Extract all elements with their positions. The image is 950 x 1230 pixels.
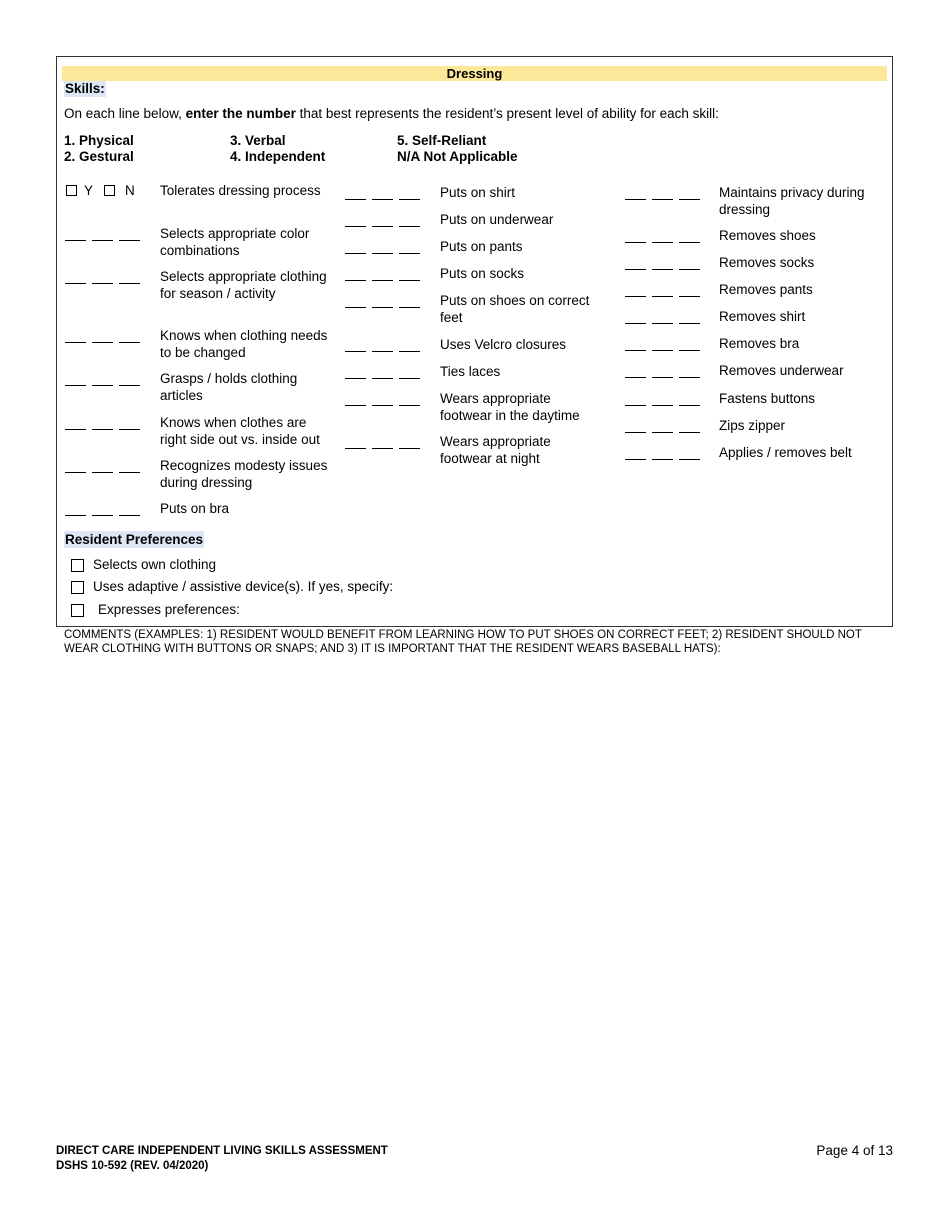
skill-label: Puts on pants bbox=[440, 239, 523, 254]
score-blank[interactable] bbox=[345, 195, 421, 201]
skill-label: Selects appropriate clothing for season / activity bbox=[160, 269, 327, 301]
score-blank[interactable] bbox=[625, 346, 701, 352]
preference-label: Expresses preferences: bbox=[98, 602, 240, 617]
legend-independent: 4. Independent bbox=[230, 149, 326, 164]
skill-label: Removes bra bbox=[719, 336, 800, 351]
footer-form-info bbox=[56, 1144, 388, 1174]
skill-label: Tolerates dressing process bbox=[160, 183, 321, 198]
skill-label: Recognizes modesty issues during dressing bbox=[160, 458, 328, 490]
comments-label: COMMENTS (EXAMPLES: 1) RESIDENT WOULD BENEFIT FROM LEARNING HOW TO PUT SHOES ON CORRECT FEET; 2) RESIDENT SHOULD NOT WEAR CLOTHING WITH BUTTONS OR SNAPS; AND 3) IT IS IMPORTANT THAT THE RESIDENT WEARS BASEBALL HATS): bbox=[64, 629, 862, 655]
instructions-emphasis: enter the number bbox=[185, 106, 296, 121]
legend-physical: 1. Physical bbox=[64, 133, 134, 148]
score-blank[interactable] bbox=[345, 222, 421, 228]
yes-checkbox[interactable] bbox=[66, 185, 77, 196]
score-blank[interactable] bbox=[345, 374, 421, 380]
score-blank[interactable] bbox=[65, 511, 141, 517]
score-blank[interactable] bbox=[345, 347, 421, 353]
skill-label: Removes socks bbox=[719, 255, 815, 270]
score-blank[interactable] bbox=[625, 373, 701, 379]
score-blank[interactable] bbox=[625, 428, 701, 434]
legend-verbal: 3. Verbal bbox=[230, 133, 286, 148]
skill-label: Removes shirt bbox=[719, 309, 806, 324]
skill-label: Wears appropriate footwear in the daytime bbox=[440, 391, 580, 423]
legend-not-applicable: N/A Not Applicable bbox=[397, 149, 518, 164]
instructions-text: On each line below, bbox=[64, 106, 186, 121]
score-blank[interactable] bbox=[345, 249, 421, 255]
score-blank[interactable] bbox=[65, 236, 141, 242]
instructions bbox=[64, 106, 719, 121]
skills-label: Skills: bbox=[65, 81, 105, 96]
skill-label: Removes underwear bbox=[719, 363, 844, 378]
skill-label: Removes shoes bbox=[719, 228, 816, 243]
form-title: DIRECT CARE INDEPENDENT LIVING SKILLS ASSESSMENT bbox=[56, 1145, 388, 1157]
score-blank[interactable] bbox=[345, 401, 421, 407]
expresses-preferences-checkbox[interactable] bbox=[71, 604, 84, 617]
preferences-title: Resident Preferences bbox=[65, 532, 204, 547]
skill-label: Maintains privacy during dressing bbox=[719, 185, 865, 217]
preference-label: Selects own clothing bbox=[93, 557, 217, 572]
score-blank[interactable] bbox=[625, 265, 701, 271]
score-blank[interactable] bbox=[625, 238, 701, 244]
skill-label: Knows when clothing needs to be changed bbox=[160, 328, 328, 360]
adaptive-device-checkbox[interactable] bbox=[71, 581, 84, 594]
skill-label: Puts on bra bbox=[160, 501, 230, 516]
score-blank[interactable] bbox=[625, 319, 701, 325]
preference-label: Uses adaptive / assistive device(s). If yes, specify: bbox=[93, 579, 394, 594]
skill-label: Puts on underwear bbox=[440, 212, 554, 227]
score-blank[interactable] bbox=[65, 381, 141, 387]
score-blank[interactable] bbox=[625, 195, 701, 201]
skill-label: Grasps / holds clothing articles bbox=[160, 371, 298, 403]
page-number: Page 4 of 13 bbox=[816, 1143, 893, 1158]
score-blank[interactable] bbox=[625, 401, 701, 407]
skill-label: Knows when clothes are right side out vs. inside out bbox=[160, 415, 320, 447]
legend-gestural: 2. Gestural bbox=[64, 149, 134, 164]
skill-label: Puts on shoes on correct feet bbox=[440, 293, 590, 325]
score-blank[interactable] bbox=[345, 303, 421, 309]
skill-label: Zips zipper bbox=[719, 418, 786, 433]
score-blank[interactable] bbox=[625, 292, 701, 298]
skill-label: Puts on socks bbox=[440, 266, 525, 281]
score-blank[interactable] bbox=[345, 276, 421, 282]
section-title: Dressing bbox=[62, 66, 887, 81]
skill-label: Selects appropriate color combinations bbox=[160, 226, 310, 258]
instructions-text-end: that best represents the resident’s present level of ability for each skill: bbox=[295, 106, 719, 121]
skill-label: Wears appropriate footwear at night bbox=[440, 434, 551, 466]
skill-label: Ties laces bbox=[440, 364, 501, 379]
skill-label: Applies / removes belt bbox=[719, 445, 852, 460]
score-blank[interactable] bbox=[65, 468, 141, 474]
skill-label: Fastens buttons bbox=[719, 391, 816, 406]
form-number: DSHS 10-592 (REV. 04/2020) bbox=[56, 1160, 209, 1172]
score-blank[interactable] bbox=[65, 425, 141, 431]
score-blank[interactable] bbox=[625, 455, 701, 461]
yes-label: Y bbox=[84, 183, 94, 198]
skill-label: Puts on shirt bbox=[440, 185, 516, 200]
score-blank[interactable] bbox=[65, 338, 141, 344]
no-label: N bbox=[125, 183, 135, 198]
selects-own-clothing-checkbox[interactable] bbox=[71, 559, 84, 572]
score-blank[interactable] bbox=[345, 444, 421, 450]
no-checkbox[interactable] bbox=[104, 185, 115, 196]
skill-label: Removes pants bbox=[719, 282, 813, 297]
legend-self-reliant: 5. Self-Reliant bbox=[397, 133, 487, 148]
score-blank[interactable] bbox=[65, 279, 141, 285]
skill-label: Uses Velcro closures bbox=[440, 337, 567, 352]
